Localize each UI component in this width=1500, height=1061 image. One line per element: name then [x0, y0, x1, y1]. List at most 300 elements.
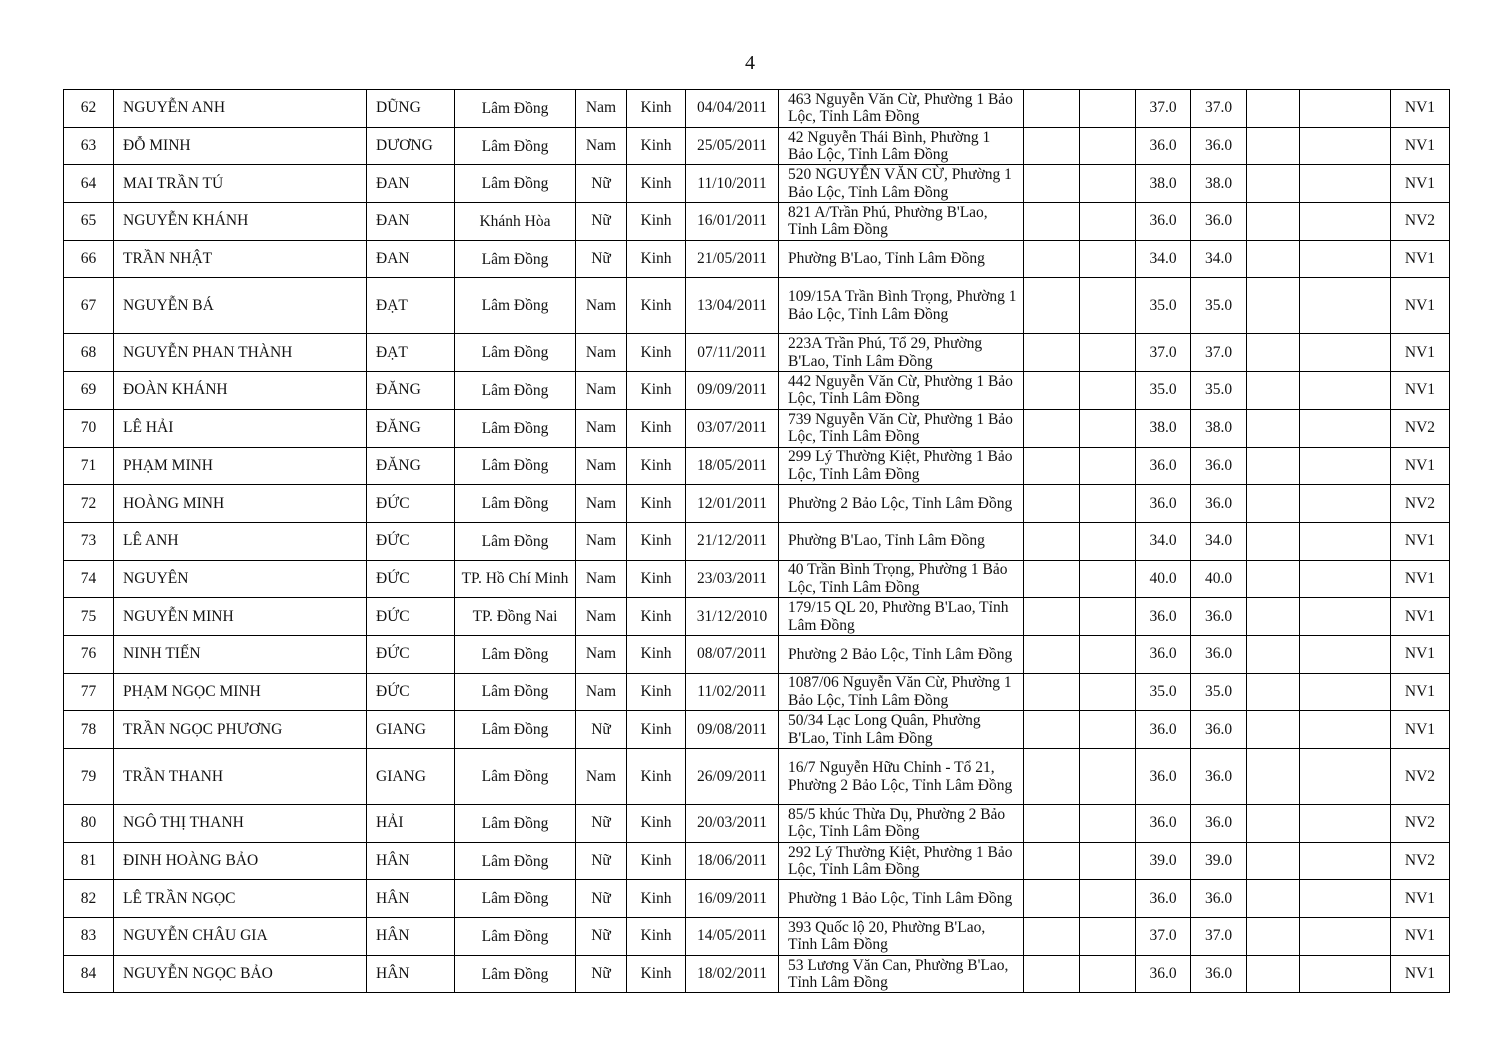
cell-family-name: NGUYỄN KHÁNH [114, 203, 367, 241]
cell-extra-3 [1247, 560, 1300, 598]
cell-gender: Nam [576, 522, 627, 560]
cell-preference: NV1 [1391, 334, 1450, 372]
cell-score-1: 35.0 [1136, 278, 1191, 334]
cell-row-number: 65 [64, 203, 114, 241]
cell-score-1: 36.0 [1136, 805, 1191, 843]
table-row [64, 165, 1450, 203]
cell-preference: NV1 [1391, 955, 1450, 993]
cell-address: 50/34 Lạc Long Quân, Phường B'Lao, Tỉnh Lâm Đồng [779, 711, 1024, 749]
cell-score-2: 36.0 [1191, 485, 1247, 523]
cell-extra-2 [1080, 334, 1136, 372]
cell-extra-2 [1080, 598, 1136, 636]
cell-family-name: NGUYÊN [114, 560, 367, 598]
cell-given-name: ĐẠT [367, 334, 455, 372]
cell-birthplace: Lâm Đồng [455, 278, 576, 334]
cell-ethnicity: Kinh [627, 955, 686, 993]
cell-score-2: 36.0 [1191, 749, 1247, 805]
cell-ethnicity: Kinh [627, 409, 686, 447]
cell-address: Phường B'Lao, Tỉnh Lâm Đồng [779, 522, 1024, 560]
cell-preference: NV1 [1391, 372, 1450, 410]
cell-extra-4 [1300, 409, 1391, 447]
cell-preference: NV1 [1391, 127, 1450, 165]
cell-score-2: 35.0 [1191, 673, 1247, 711]
cell-family-name: PHẠM MINH [114, 447, 367, 485]
cell-score-1: 36.0 [1136, 203, 1191, 241]
cell-address: Phường 2 Bảo Lộc, Tỉnh Lâm Đồng [779, 485, 1024, 523]
cell-given-name: GIANG [367, 711, 455, 749]
cell-ethnicity: Kinh [627, 278, 686, 334]
cell-family-name: HOÀNG MINH [114, 485, 367, 523]
cell-preference: NV1 [1391, 165, 1450, 203]
cell-given-name: DŨNG [367, 90, 455, 128]
cell-row-number: 76 [64, 635, 114, 673]
cell-family-name: PHẠM NGỌC MINH [114, 673, 367, 711]
cell-birthplace: Lâm Đồng [455, 805, 576, 843]
cell-extra-2 [1080, 409, 1136, 447]
table-row [64, 372, 1450, 410]
cell-score-1: 34.0 [1136, 240, 1191, 278]
cell-birthplace: Lâm Đồng [455, 749, 576, 805]
table-row [64, 240, 1450, 278]
cell-score-1: 36.0 [1136, 447, 1191, 485]
cell-address: Phường 1 Bảo Lộc, Tỉnh Lâm Đồng [779, 880, 1024, 918]
cell-ethnicity: Kinh [627, 842, 686, 880]
cell-score-2: 36.0 [1191, 447, 1247, 485]
cell-score-1: 35.0 [1136, 372, 1191, 410]
cell-family-name: TRẦN NGỌC PHƯƠNG [114, 711, 367, 749]
cell-score-1: 37.0 [1136, 334, 1191, 372]
cell-address: 53 Lương Văn Can, Phường B'Lao, Tỉnh Lâm Đồng [779, 955, 1024, 993]
cell-address: 40 Trần Bình Trọng, Phường 1 Bảo Lộc, Tỉnh Lâm Đồng [779, 560, 1024, 598]
cell-extra-1 [1024, 334, 1080, 372]
cell-extra-3 [1247, 240, 1300, 278]
cell-family-name: NGUYỄN BÁ [114, 278, 367, 334]
cell-extra-3 [1247, 522, 1300, 560]
cell-extra-3 [1247, 805, 1300, 843]
cell-address: 393 Quốc lộ 20, Phường B'Lao, Tỉnh Lâm Đồng [779, 918, 1024, 956]
cell-date-of-birth: 25/05/2011 [686, 127, 779, 165]
table-row [64, 127, 1450, 165]
table-row [64, 203, 1450, 241]
cell-gender: Nữ [576, 842, 627, 880]
cell-extra-1 [1024, 842, 1080, 880]
cell-extra-1 [1024, 598, 1080, 636]
cell-extra-4 [1300, 842, 1391, 880]
cell-date-of-birth: 12/01/2011 [686, 485, 779, 523]
cell-date-of-birth: 21/05/2011 [686, 240, 779, 278]
table-row [64, 673, 1450, 711]
cell-row-number: 71 [64, 447, 114, 485]
cell-date-of-birth: 07/11/2011 [686, 334, 779, 372]
cell-birthplace: Lâm Đồng [455, 165, 576, 203]
cell-extra-4 [1300, 598, 1391, 636]
cell-birthplace: Lâm Đồng [455, 880, 576, 918]
cell-row-number: 79 [64, 749, 114, 805]
cell-extra-4 [1300, 673, 1391, 711]
cell-extra-1 [1024, 522, 1080, 560]
cell-extra-1 [1024, 918, 1080, 956]
cell-extra-3 [1247, 278, 1300, 334]
cell-extra-3 [1247, 90, 1300, 128]
cell-score-1: 38.0 [1136, 409, 1191, 447]
cell-score-1: 36.0 [1136, 880, 1191, 918]
cell-extra-3 [1247, 127, 1300, 165]
cell-row-number: 78 [64, 711, 114, 749]
table-row [64, 711, 1450, 749]
cell-date-of-birth: 13/04/2011 [686, 278, 779, 334]
cell-birthplace: TP. Đồng Nai [455, 598, 576, 636]
cell-score-2: 37.0 [1191, 918, 1247, 956]
cell-extra-2 [1080, 711, 1136, 749]
cell-preference: NV1 [1391, 711, 1450, 749]
cell-date-of-birth: 21/12/2011 [686, 522, 779, 560]
cell-date-of-birth: 18/05/2011 [686, 447, 779, 485]
cell-date-of-birth: 11/10/2011 [686, 165, 779, 203]
cell-row-number: 80 [64, 805, 114, 843]
cell-score-2: 36.0 [1191, 955, 1247, 993]
cell-row-number: 68 [64, 334, 114, 372]
cell-extra-4 [1300, 711, 1391, 749]
cell-extra-3 [1247, 485, 1300, 523]
cell-gender: Nữ [576, 711, 627, 749]
cell-score-1: 39.0 [1136, 842, 1191, 880]
table-row [64, 522, 1450, 560]
cell-birthplace: Lâm Đồng [455, 447, 576, 485]
cell-gender: Nữ [576, 955, 627, 993]
cell-given-name: ĐĂNG [367, 409, 455, 447]
cell-row-number: 63 [64, 127, 114, 165]
cell-extra-2 [1080, 485, 1136, 523]
cell-ethnicity: Kinh [627, 90, 686, 128]
cell-birthplace: Lâm Đồng [455, 127, 576, 165]
cell-date-of-birth: 09/08/2011 [686, 711, 779, 749]
cell-extra-4 [1300, 805, 1391, 843]
table-row [64, 409, 1450, 447]
cell-birthplace: Lâm Đồng [455, 711, 576, 749]
cell-address: 520 NGUYỄN VĂN CỪ, Phường 1 Bảo Lộc, Tỉnh Lâm Đồng [779, 165, 1024, 203]
cell-given-name: ĐỨC [367, 635, 455, 673]
cell-extra-1 [1024, 409, 1080, 447]
cell-preference: NV1 [1391, 240, 1450, 278]
cell-gender: Nữ [576, 203, 627, 241]
cell-gender: Nam [576, 560, 627, 598]
cell-birthplace: Lâm Đồng [455, 955, 576, 993]
cell-score-1: 37.0 [1136, 918, 1191, 956]
cell-preference: NV1 [1391, 560, 1450, 598]
cell-address: 1087/06 Nguyễn Văn Cừ, Phường 1 Bảo Lộc, Tỉnh Lâm Đồng [779, 673, 1024, 711]
table-row [64, 334, 1450, 372]
cell-ethnicity: Kinh [627, 485, 686, 523]
cell-gender: Nam [576, 90, 627, 128]
cell-score-1: 35.0 [1136, 673, 1191, 711]
cell-extra-2 [1080, 127, 1136, 165]
cell-address: 85/5 khúc Thừa Dụ, Phường 2 Bảo Lộc, Tỉnh Lâm Đồng [779, 805, 1024, 843]
cell-date-of-birth: 03/07/2011 [686, 409, 779, 447]
cell-given-name: HÂN [367, 880, 455, 918]
cell-extra-3 [1247, 673, 1300, 711]
cell-score-1: 34.0 [1136, 522, 1191, 560]
cell-extra-4 [1300, 165, 1391, 203]
cell-preference: NV2 [1391, 409, 1450, 447]
cell-extra-3 [1247, 165, 1300, 203]
cell-row-number: 69 [64, 372, 114, 410]
cell-preference: NV1 [1391, 673, 1450, 711]
cell-family-name: ĐINH HOÀNG BẢO [114, 842, 367, 880]
cell-score-2: 40.0 [1191, 560, 1247, 598]
cell-given-name: HÂN [367, 918, 455, 956]
cell-family-name: LÊ HẢI [114, 409, 367, 447]
cell-ethnicity: Kinh [627, 127, 686, 165]
cell-date-of-birth: 18/02/2011 [686, 955, 779, 993]
cell-ethnicity: Kinh [627, 165, 686, 203]
cell-family-name: LÊ ANH [114, 522, 367, 560]
cell-extra-3 [1247, 749, 1300, 805]
cell-birthplace: Khánh Hòa [455, 203, 576, 241]
cell-birthplace: Lâm Đồng [455, 673, 576, 711]
cell-gender: Nam [576, 598, 627, 636]
cell-family-name: ĐỖ MINH [114, 127, 367, 165]
cell-date-of-birth: 16/09/2011 [686, 880, 779, 918]
cell-birthplace: Lâm Đồng [455, 409, 576, 447]
cell-birthplace: Lâm Đồng [455, 90, 576, 128]
cell-score-2: 37.0 [1191, 334, 1247, 372]
cell-extra-3 [1247, 842, 1300, 880]
cell-extra-1 [1024, 165, 1080, 203]
cell-given-name: ĐAN [367, 203, 455, 241]
cell-extra-1 [1024, 278, 1080, 334]
cell-gender: Nam [576, 749, 627, 805]
cell-extra-1 [1024, 711, 1080, 749]
cell-extra-2 [1080, 880, 1136, 918]
cell-extra-3 [1247, 334, 1300, 372]
cell-address: 109/15A Trần Bình Trọng, Phường 1 Bảo Lộc, Tỉnh Lâm Đồng [779, 278, 1024, 334]
cell-extra-4 [1300, 522, 1391, 560]
cell-preference: NV2 [1391, 842, 1450, 880]
cell-given-name: ĐỨC [367, 560, 455, 598]
cell-score-1: 37.0 [1136, 90, 1191, 128]
cell-extra-2 [1080, 372, 1136, 410]
cell-preference: NV2 [1391, 749, 1450, 805]
cell-score-2: 36.0 [1191, 635, 1247, 673]
cell-gender: Nữ [576, 805, 627, 843]
cell-score-2: 35.0 [1191, 372, 1247, 410]
cell-extra-4 [1300, 485, 1391, 523]
cell-family-name: TRẦN THANH [114, 749, 367, 805]
cell-date-of-birth: 26/09/2011 [686, 749, 779, 805]
cell-gender: Nam [576, 127, 627, 165]
cell-ethnicity: Kinh [627, 673, 686, 711]
cell-given-name: GIANG [367, 749, 455, 805]
cell-given-name: ĐẠT [367, 278, 455, 334]
cell-family-name: NGÔ THỊ THANH [114, 805, 367, 843]
cell-birthplace: Lâm Đồng [455, 918, 576, 956]
cell-extra-4 [1300, 203, 1391, 241]
cell-score-2: 35.0 [1191, 278, 1247, 334]
cell-birthplace: Lâm Đồng [455, 522, 576, 560]
cell-ethnicity: Kinh [627, 598, 686, 636]
cell-extra-1 [1024, 805, 1080, 843]
table-row [64, 560, 1450, 598]
cell-extra-1 [1024, 880, 1080, 918]
cell-extra-1 [1024, 203, 1080, 241]
cell-family-name: ĐOÀN KHÁNH [114, 372, 367, 410]
cell-score-1: 36.0 [1136, 127, 1191, 165]
cell-given-name: HÂN [367, 955, 455, 993]
cell-date-of-birth: 09/09/2011 [686, 372, 779, 410]
cell-preference: NV1 [1391, 880, 1450, 918]
cell-address: Phường B'Lao, Tỉnh Lâm Đồng [779, 240, 1024, 278]
cell-extra-4 [1300, 278, 1391, 334]
cell-row-number: 75 [64, 598, 114, 636]
cell-score-2: 39.0 [1191, 842, 1247, 880]
cell-birthplace: Lâm Đồng [455, 240, 576, 278]
cell-extra-4 [1300, 635, 1391, 673]
cell-row-number: 72 [64, 485, 114, 523]
cell-family-name: MAI TRẦN TÚ [114, 165, 367, 203]
cell-ethnicity: Kinh [627, 203, 686, 241]
cell-date-of-birth: 31/12/2010 [686, 598, 779, 636]
cell-given-name: ĐỨC [367, 598, 455, 636]
cell-ethnicity: Kinh [627, 880, 686, 918]
cell-extra-2 [1080, 240, 1136, 278]
cell-gender: Nam [576, 485, 627, 523]
cell-ethnicity: Kinh [627, 334, 686, 372]
table-row [64, 598, 1450, 636]
cell-extra-1 [1024, 90, 1080, 128]
cell-score-2: 34.0 [1191, 522, 1247, 560]
cell-ethnicity: Kinh [627, 918, 686, 956]
cell-gender: Nam [576, 372, 627, 410]
cell-address: 299 Lý Thường Kiệt, Phường 1 Bảo Lộc, Tỉnh Lâm Đồng [779, 447, 1024, 485]
cell-extra-2 [1080, 560, 1136, 598]
cell-gender: Nam [576, 673, 627, 711]
cell-given-name: HẢI [367, 805, 455, 843]
table-row [64, 90, 1450, 128]
cell-gender: Nữ [576, 165, 627, 203]
table-row [64, 880, 1450, 918]
cell-date-of-birth: 18/06/2011 [686, 842, 779, 880]
cell-extra-3 [1247, 372, 1300, 410]
cell-extra-2 [1080, 90, 1136, 128]
cell-extra-4 [1300, 90, 1391, 128]
table-row [64, 278, 1450, 334]
cell-extra-4 [1300, 334, 1391, 372]
cell-extra-4 [1300, 127, 1391, 165]
cell-extra-3 [1247, 203, 1300, 241]
cell-extra-3 [1247, 955, 1300, 993]
cell-extra-4 [1300, 447, 1391, 485]
cell-row-number: 77 [64, 673, 114, 711]
cell-gender: Nam [576, 635, 627, 673]
table-row [64, 955, 1450, 993]
cell-extra-2 [1080, 165, 1136, 203]
cell-score-1: 36.0 [1136, 485, 1191, 523]
cell-address: Phường 2 Bảo Lộc, Tỉnh Lâm Đồng [779, 635, 1024, 673]
cell-extra-1 [1024, 955, 1080, 993]
cell-family-name: NGUYỄN CHÂU GIA [114, 918, 367, 956]
cell-extra-2 [1080, 447, 1136, 485]
cell-score-2: 36.0 [1191, 805, 1247, 843]
cell-extra-3 [1247, 635, 1300, 673]
cell-given-name: ĐĂNG [367, 447, 455, 485]
cell-extra-4 [1300, 560, 1391, 598]
table-row [64, 918, 1450, 956]
cell-row-number: 83 [64, 918, 114, 956]
cell-extra-1 [1024, 673, 1080, 711]
cell-extra-3 [1247, 918, 1300, 956]
cell-preference: NV1 [1391, 635, 1450, 673]
cell-score-1: 40.0 [1136, 560, 1191, 598]
cell-score-2: 37.0 [1191, 90, 1247, 128]
cell-extra-2 [1080, 918, 1136, 956]
cell-given-name: ĐAN [367, 165, 455, 203]
cell-family-name: NGUYỄN PHAN THÀNH [114, 334, 367, 372]
cell-given-name: DƯƠNG [367, 127, 455, 165]
cell-date-of-birth: 08/07/2011 [686, 635, 779, 673]
cell-score-2: 36.0 [1191, 203, 1247, 241]
cell-score-2: 36.0 [1191, 711, 1247, 749]
cell-score-2: 34.0 [1191, 240, 1247, 278]
cell-extra-1 [1024, 485, 1080, 523]
cell-extra-4 [1300, 749, 1391, 805]
cell-row-number: 67 [64, 278, 114, 334]
cell-address: 739 Nguyễn Văn Cừ, Phường 1 Bảo Lộc, Tỉnh Lâm Đồng [779, 409, 1024, 447]
cell-score-1: 38.0 [1136, 165, 1191, 203]
cell-extra-2 [1080, 203, 1136, 241]
cell-address: 179/15 QL 20, Phường B'Lao, Tỉnh Lâm Đồng [779, 598, 1024, 636]
cell-row-number: 84 [64, 955, 114, 993]
cell-date-of-birth: 16/01/2011 [686, 203, 779, 241]
cell-ethnicity: Kinh [627, 711, 686, 749]
cell-family-name: NINH TIẾN [114, 635, 367, 673]
cell-gender: Nam [576, 278, 627, 334]
table-row [64, 805, 1450, 843]
cell-score-1: 36.0 [1136, 598, 1191, 636]
cell-ethnicity: Kinh [627, 805, 686, 843]
cell-row-number: 82 [64, 880, 114, 918]
cell-extra-1 [1024, 372, 1080, 410]
student-list-table [63, 89, 1450, 993]
cell-row-number: 73 [64, 522, 114, 560]
cell-preference: NV2 [1391, 805, 1450, 843]
cell-score-1: 36.0 [1136, 955, 1191, 993]
cell-extra-4 [1300, 955, 1391, 993]
cell-preference: NV1 [1391, 90, 1450, 128]
cell-gender: Nam [576, 447, 627, 485]
cell-extra-1 [1024, 447, 1080, 485]
cell-score-2: 38.0 [1191, 409, 1247, 447]
cell-extra-1 [1024, 560, 1080, 598]
cell-birthplace: TP. Hồ Chí Minh [455, 560, 576, 598]
cell-birthplace: Lâm Đồng [455, 635, 576, 673]
cell-date-of-birth: 14/05/2011 [686, 918, 779, 956]
cell-preference: NV1 [1391, 918, 1450, 956]
cell-row-number: 66 [64, 240, 114, 278]
cell-preference: NV1 [1391, 447, 1450, 485]
cell-extra-1 [1024, 240, 1080, 278]
cell-given-name: ĐAN [367, 240, 455, 278]
cell-score-1: 36.0 [1136, 635, 1191, 673]
cell-address: 42 Nguyễn Thái Bình, Phường 1 Bảo Lộc, Tỉnh Lâm Đồng [779, 127, 1024, 165]
cell-row-number: 74 [64, 560, 114, 598]
cell-given-name: ĐĂNG [367, 372, 455, 410]
cell-address: 442 Nguyễn Văn Cừ, Phường 1 Bảo Lộc, Tỉnh Lâm Đồng [779, 372, 1024, 410]
cell-extra-4 [1300, 918, 1391, 956]
cell-ethnicity: Kinh [627, 447, 686, 485]
table-row [64, 842, 1450, 880]
cell-family-name: NGUYỄN MINH [114, 598, 367, 636]
table-row [64, 447, 1450, 485]
